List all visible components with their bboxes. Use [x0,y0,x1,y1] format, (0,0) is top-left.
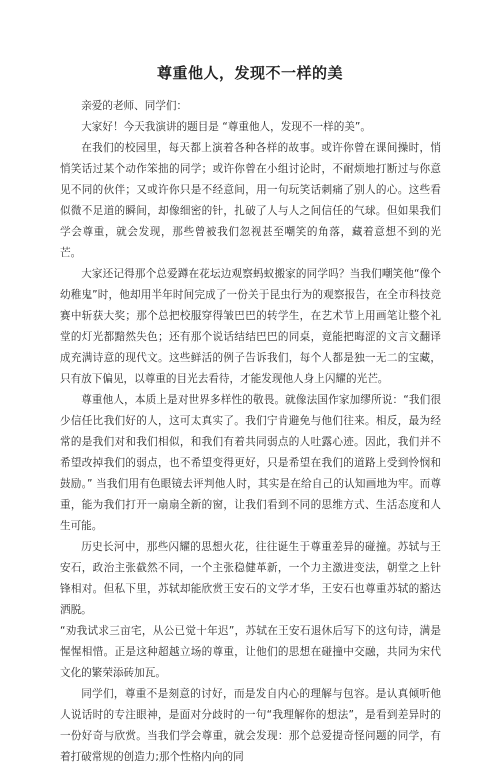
paragraph-examples: 大家还记得那个总爱蹲在花坛边观察蚂蚁搬家的同学吗？当我们嘲笑他“像个幼稚鬼”时，他却用半年时间完成了一份关于昆虫行为的观察报告，在全市科技竞赛中斩获大奖；那个总把校服穿得皱巴巴的转学生，在艺术节上用画笔让整个礼堂的灯光都黯然失色；还有那个说话结结巴巴的同桌，竟能把晦涩的文言文翻译成充满诗意的现代文。这些鲜活的例子告诉我们，每个人都是独一无二的宝藏，只有放下偏见，以尊重的目光去看待，才能发现他人身上闪耀的光芒。 [60,268,441,385]
paragraph-history: 历史长河中，那些闪耀的思想火花，往往诞生于尊重差异的碰撞。苏轼与王安石，政治主张截然不同，一个主张稳健革新，一个力主激进变法，朝堂之上针锋相对。但私下里，苏轼却能欣赏王安石的文学才华，王安石也尊重苏轼的豁达洒脱。 [60,541,441,616]
paragraph-diversity: 尊重他人，本质上是对世界多样性的敬畏。就像法国作家加缪所说：“我们很少信任比我们好的人，这可太真实了。我们宁肯避免与他们往来。相反，最为经常的是我们对和我们相似，和我们有着共同弱点的人吐露心迹。因此，我们并不希望改掉我们的弱点，也不希望变得更好，只是希望在我们的道路上受到怜悯和鼓励。” 当我们用有色眼镜去评判他人时，其实是在给自己的认知画地为牢。而尊重，能为我们打开一扇扇全新的窗，让我们看到不同的思维方式、生活态度和人生可能。 [60,394,441,532]
paragraph-poem: “劝我试求三亩宅，从公已觉十年迟”，苏轼在王安石退休后写下的这句诗，满是惺惺相惜。正是这种超越立场的尊重，让他们的思想在碰撞中交融，共同为宋代文化的繁荣添砖加瓦。 [60,625,441,679]
document-body [60,96,441,768]
paragraph-conclusion: 同学们，尊重不是刻意的讨好，而是发自内心的理解与包容。是认真倾听他人说话时的专注眼神，是面对分歧时的一句“我理解你的想法”，是看到差异时的一份好奇与欣赏。当我们学会尊重，就会发现：那个总爱提奇怪问题的同学，有着打破常规的创造力;那个性格内向的同 [60,688,441,763]
paragraph-greeting: 大家好！今天我演讲的题目是 “尊重他人，发现不一样的美”。 [81,121,371,133]
salutation: 亲爱的老师、同学们： [81,100,188,112]
paragraph-campus-stories: 在我们的校园里，每天都上演着各种各样的故事。或许你曾在课间操时，悄悄笑话过某个动作笨拙的同学；或许你曾在小组讨论时，不耐烦地打断过与你意见不同的伙伴；又或许你只是不经意间，用一句玩笑话刺痛了别人的心。这些看似微不足道的瞬间，却像细密的针，扎破了人与人之间信任的气球。但如果我们学会尊重，就会发现，那些曾被我们忽视甚至嘲笑的角落，藏着意想不到的光芒。 [60,142,441,259]
document-title: 尊重他人，发现不一样的美 [156,64,343,82]
